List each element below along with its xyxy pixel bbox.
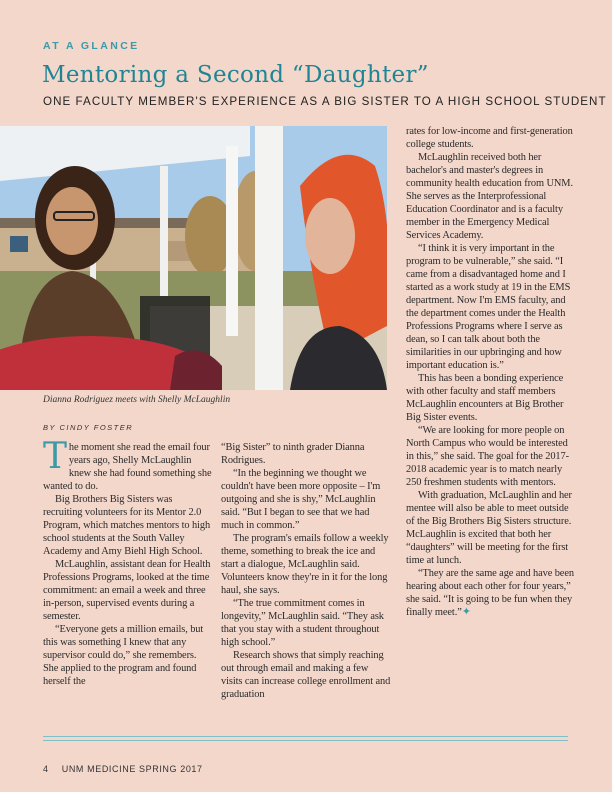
footer-rule [43, 740, 568, 741]
article-column-3 [406, 125, 576, 619]
page-number: 4 [43, 764, 49, 774]
paragraph: This has been a bonding experience with other faculty and staff members McLaughlin encounters at Big Brother Big Sister events. [406, 373, 564, 423]
section-label: AT A GLANCE [43, 40, 140, 52]
paragraph: “Big Sister” to ninth grader Dianna Rodrigues. [221, 442, 365, 466]
paragraph: rates for low-income and first-generation college students. [406, 126, 573, 150]
article-headline: Mentoring a Second “Daughter” [42, 62, 429, 88]
paragraph: The program's emails follow a weekly theme, something to break the ice and start a dialogue, McLaughlin said. Volunteers know they're in it for the long haul, she says. [221, 533, 389, 596]
article-subhead: ONE FACULTY MEMBER'S EXPERIENCE AS A BIG SISTER TO A HIGH SCHOOL STUDENT [43, 95, 607, 108]
paragraph: “The true commitment comes in longevity,” McLaughlin said. “They ask that you stay with a student throughout high school.” [221, 598, 384, 648]
paragraph-text: “They are the same age and have been hearing about each other for four years,” she said. “It is going to be fun when they finally meet.” [406, 568, 574, 618]
paragraph: “We are looking for more people on North Campus who would be interested in this,” she said. The goal for the 2017-2018 academic year is to match nearly 250 freshmen students with mentors. [406, 425, 569, 488]
article-column-1 [43, 436, 213, 688]
article-photo [0, 126, 387, 390]
footer-rule [43, 736, 568, 737]
paragraph: With graduation, McLaughlin and her mentee will also be able to meet outside of the Big Brothers Big Sisters structure. McLaughlin is excited that both her “daughters” will be meeting for the first time at lunch. [406, 490, 572, 566]
publication-name: UNM MEDICINE SPRING 2017 [61, 764, 203, 774]
paragraph-text: he moment she read the email four years ago, Shelly McLaughlin knew she had found something she wanted to do. [43, 442, 212, 492]
byline: BY CINDY FOSTER [43, 423, 134, 432]
paragraph: “In the beginning we thought we couldn't have been more opposite – I'm outgoing and she is shy,” McLaughlin said. “But I began to see that we had much in common.” [221, 468, 381, 531]
paragraph: Big Brothers Big Sisters was recruiting volunteers for its Mentor 2.0 Program, which matches mentors to high school students at the South Valley Academy and Amy Biehl High School. [43, 494, 211, 557]
end-mark-icon: ✦ [461, 606, 471, 618]
photo-caption: Dianna Rodriguez meets with Shelly McLaughlin [43, 395, 231, 405]
paragraph: McLaughlin, assistant dean for Health Professions Programs, looked at the time commitment: an email a week and three in-person, supervised events during a semester. [43, 559, 211, 622]
paragraph: “Everyone gets a million emails, but this was something I knew that any supervisor could do,” she remembers. She applied to the program and found herself the [43, 624, 204, 687]
drop-cap: T [43, 436, 67, 477]
article-column-2 [221, 441, 391, 701]
page-footer [43, 764, 203, 774]
paragraph [406, 567, 576, 619]
photo-illustration [0, 126, 387, 390]
paragraph [43, 436, 213, 493]
paragraph: McLaughlin received both her bachelor's and master's degrees in community health education from UNM. She serves as the Interprofessional Education Coordinator and is a faculty member in the Emergency Medical Services Academy. [406, 152, 573, 241]
paragraph: “I think it is very important in the program to be vulnerable,” she said. “I came from a disadvantaged home and I started as a work study at 19 in the EMS department. Now I'm EMS faculty, and the department comes under the Health Professions Programs where I serve as dean, so I can talk about both the similarities in our upbringing and how important education is.” [406, 243, 571, 371]
paragraph: Research shows that simply reaching out through email and making a few visits can increase college enrollment and graduation [221, 650, 391, 700]
